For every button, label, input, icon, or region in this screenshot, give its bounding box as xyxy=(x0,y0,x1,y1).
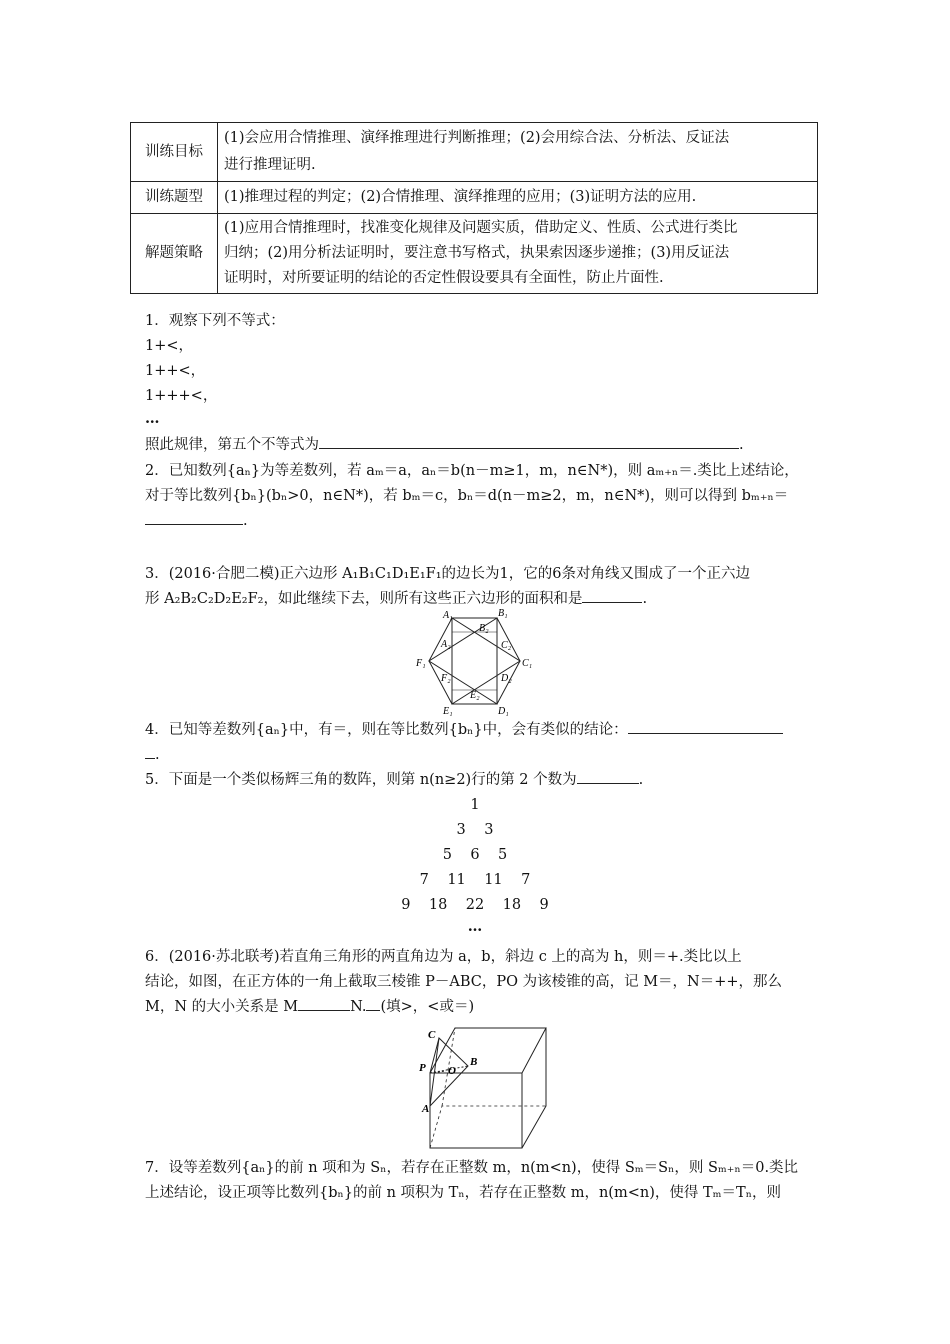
row-label: 解题策略 xyxy=(131,214,218,294)
answer-blank[interactable] xyxy=(319,434,739,449)
label-f2: F₂ xyxy=(441,673,451,684)
q6-line-3: M，N 的大小关系是 M N. (填>，<或＝) xyxy=(145,996,474,1018)
q6-line-2: 结论，如图，在正方体的一角上截取三棱锥 P－ABC，PO 为该棱锥的高，记 M＝，N＝++，那么 xyxy=(145,974,783,990)
answer-blank[interactable] xyxy=(366,996,380,1011)
label-f1: F₁ xyxy=(416,658,426,669)
q2-line-2: 对于等比数列{bₙ}(bₙ>0，n∈N*)，若 bₘ＝c，bₙ＝d(n－m≥2，m，n∈N*)，则可以得到 bₘ₊ₙ＝ xyxy=(145,488,789,504)
label-e2: E₂ xyxy=(470,690,480,701)
q7-line-2: 上述结论，设正项等比数列{bₙ}的前 n 项积为 Tₙ，若存在正整数 m，n(m<n)，使得 Tₘ＝Tₙ，则 xyxy=(145,1185,781,1201)
inner-frame xyxy=(452,632,497,690)
q1-ineq-1: 1+<， xyxy=(145,338,194,354)
q5-line-1: 5．下面是一个类似杨辉三角的数阵，则第 n(n≥2)行的第 2 个数为 . xyxy=(145,769,643,791)
label-b: B xyxy=(470,1056,478,1068)
label-c2: C₂ xyxy=(501,640,512,651)
row-label: 训练题型 xyxy=(131,182,218,214)
triangle-row: 7 11 11 7 xyxy=(419,872,531,888)
cube-figure xyxy=(412,1018,552,1153)
q3-line-1: 3．(2016·合肥二模)正六边形 A₁B₁C₁D₁E₁F₁的边长为1，它的6条对角线又围成了一个正六边 xyxy=(145,566,750,582)
triangle-row: 5 6 5 xyxy=(442,847,508,863)
row-label: 训练目标 xyxy=(131,123,218,182)
answer-blank[interactable] xyxy=(298,996,350,1011)
q3-line-2: 形 A₂B₂C₂D₂E₂F₂，如此继续下去，则所有这些正六边形的面积和是 . xyxy=(145,588,647,610)
label-b1: B₁ xyxy=(498,608,508,619)
answer-blank[interactable] xyxy=(145,744,155,759)
triangle-row: 3 3 xyxy=(456,822,494,838)
triangle-dots: … xyxy=(467,918,483,935)
triangle-row: 9 18 22 18 9 xyxy=(401,897,549,913)
q1-dots: … xyxy=(145,410,160,427)
cube-right-edges xyxy=(522,1028,546,1148)
triangle-row: 1 xyxy=(470,797,480,813)
row-content: (1)会应用合情推理、演绎推理进行判断推理；(2)会用综合法、分析法、反证法 进行推理证明. xyxy=(218,123,818,182)
label-p: P xyxy=(419,1062,426,1074)
table-row xyxy=(131,182,818,214)
answer-blank[interactable] xyxy=(582,588,642,603)
label-d2: D₂ xyxy=(501,673,512,684)
q1-ineq-2: 1++<， xyxy=(145,363,206,379)
label-d1: D₁ xyxy=(498,706,509,716)
table-row xyxy=(131,123,818,182)
label-a: A xyxy=(422,1103,430,1115)
q7-line-1: 7．设等差数列{aₙ}的前 n 项和为 Sₙ，若存在正整数 m，n(m<n)，使得 Sₘ＝Sₙ，则 Sₘ₊ₙ＝0.类比 xyxy=(145,1160,799,1176)
answer-blank[interactable] xyxy=(145,510,243,525)
label-c1: C₁ xyxy=(522,658,533,669)
q4-line-1: 4．已知等差数列{aₙ}中，有＝，则在等比数列{bₙ}中，会有类似的结论： xyxy=(145,719,783,741)
q2-line-1: 2．已知数列{aₙ}为等差数列，若 aₘ＝a，aₙ＝b(n－m≥1，m，n∈N*)，则 aₘ₊ₙ＝.类比上述结论， xyxy=(145,463,799,479)
q4-line-2: . xyxy=(145,744,160,766)
row-content: (1)推理过程的判定；(2)合情推理、演绎推理的应用；(3)证明方法的应用. xyxy=(218,182,818,214)
table-row xyxy=(131,214,818,294)
label-a1: A₁ xyxy=(443,610,453,621)
cube-hidden-edges xyxy=(430,1106,546,1148)
training-goal-table xyxy=(130,122,818,294)
answer-blank[interactable] xyxy=(577,769,639,784)
hexagon-figure xyxy=(410,606,545,716)
label-c: C xyxy=(428,1029,436,1041)
answer-blank[interactable] xyxy=(628,719,783,734)
label-o: O xyxy=(448,1065,456,1077)
label-b2: B₂ xyxy=(479,623,489,634)
label-a2: A₂ xyxy=(441,639,451,650)
q1-ineq-3: 1+++<， xyxy=(145,388,218,404)
q1-ask: 照此规律，第五个不等式为 . xyxy=(145,434,744,456)
cube-front-face xyxy=(430,1073,522,1148)
label-e1: E₁ xyxy=(443,706,453,716)
q2-line-3: . xyxy=(145,510,248,532)
row-content: (1)应用合情推理时，找准变化规律及问题实质，借助定义、性质、公式进行类比 归纳；(2)用分析法证明时，要注意书写格式，执果索因逐步递推；(3)用反证法 证明时，对所要证明的结论的否定性假设要具有全面性，防止片面性. xyxy=(218,214,818,294)
q6-line-1: 6．(2016·苏北联考)若直角三角形的两直角边为 a，b，斜边 c 上的高为 h，则＝+.类比以上 xyxy=(145,949,742,965)
q1-intro: 1．观察下列不等式： xyxy=(145,313,285,329)
edge-pc xyxy=(430,1038,439,1073)
